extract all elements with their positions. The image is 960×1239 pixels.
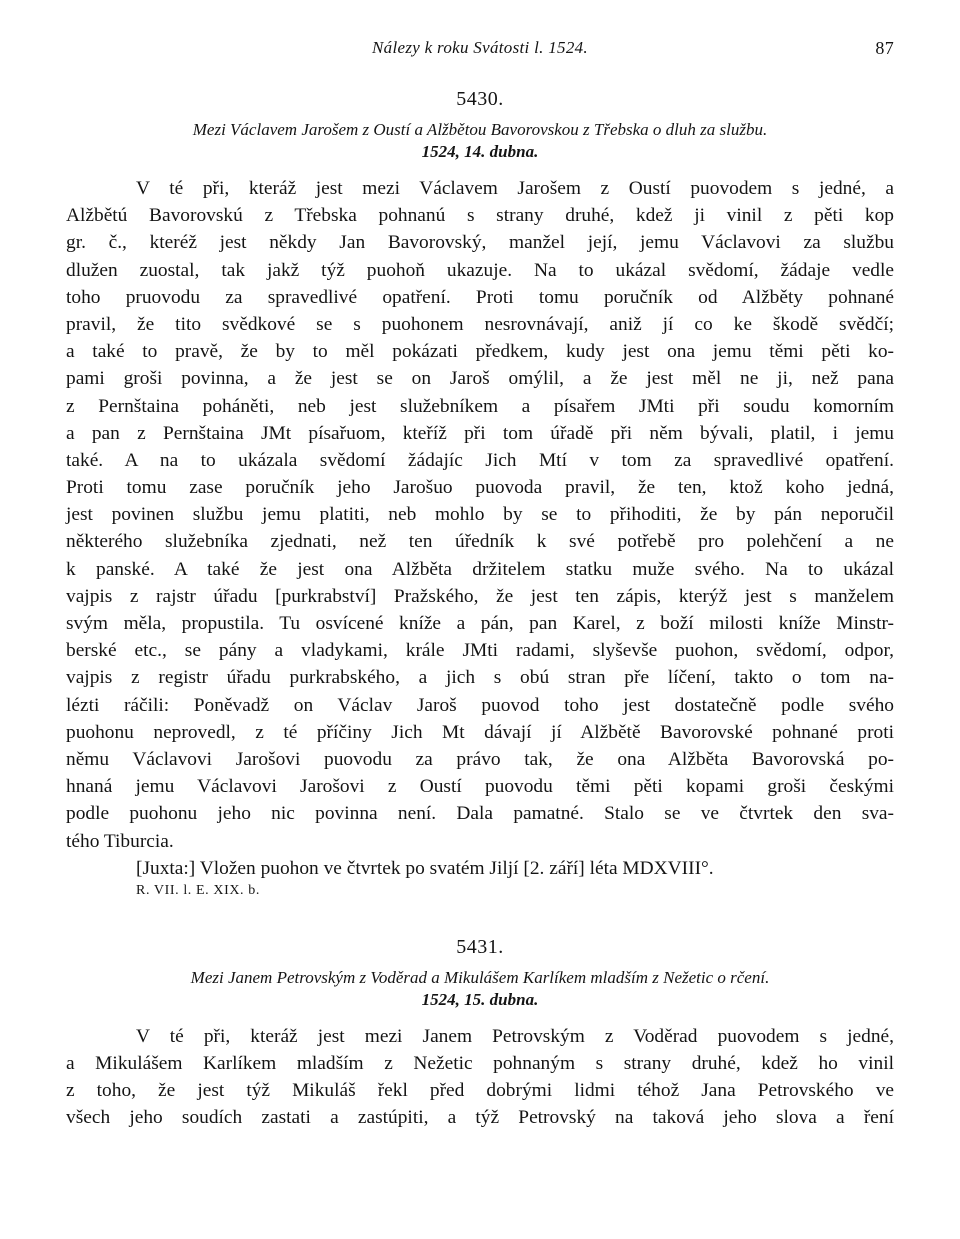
text-line: také. A na to ukázala svědomí žádajíc Jich Mtí v tom za spravedlivé opatření. [66, 449, 894, 471]
entry-body [66, 1023, 894, 1132]
text-line: a také to pravě, že by to měl pokázati předkem, kudy jest ona jemu těmi pěti ko- [66, 341, 894, 363]
text-line: vajpis z rajstr úřadu [purkrabství] Pražského, že jest ten zápis, kterýž jest s manželem [66, 585, 894, 607]
regest-title: Mezi Janem Petrovským z Voděrad a Mikulášem Karlíkem mladším z Nežetic o rčení. [190, 967, 770, 987]
entry-5430 [66, 87, 894, 900]
text-line: hnaná jemu Václavovi Jarošovi z Oustí puovodu těmi pěti kopami groši českými [66, 776, 894, 798]
text-line: berské etc., se pány a vladykami, krále JMti radami, slyševše puohon, svědomí, odpor, [66, 640, 894, 662]
text-line: jest povinen službu jemu platiti, neb mohlo by se to přihoditi, že by pán neporučil [66, 504, 894, 526]
text-line: a pan z Pernštaina JMt písařuom, kteříž při tom úřadě při něm bývali, platil, i jemu [66, 422, 894, 444]
regest [66, 967, 894, 1011]
entry-body [66, 175, 894, 855]
text-line: z toho, že jest týž Mikuláš řekl před dobrými lidmi téhož Jana Petrovského ve [66, 1080, 894, 1102]
text-line: pravil, že tito svědkové se s puohonem nesrovnávají, aniž jí co ke škodě svědčí; [66, 313, 894, 335]
text-line: vajpis z registr úřadu purkrabského, a jich s obú stran pře líčení, takto o tom na- [66, 667, 894, 689]
page-number: 87 [875, 38, 894, 58]
text-line: z Pernštaina poháněti, neb jest služebníkem a písařem JMti při soudu komorním [66, 395, 894, 417]
text-line: toho pruovodu za spravedlivé opatření. Proti tomu poručník od Alžběty pohnané [66, 286, 894, 308]
text-line: lézti ráčili: Poněvadž on Václav Jaroš puovod toho jest dostatečně podle svého [66, 694, 894, 716]
text-line: svým měla, propustila. Tu osvícené kníže a pán, pan Karel, z boží milosti kníže Minstr- [66, 613, 894, 634]
text-line: některého služebníka zjednati, než ten úředník k své potřebě pro polehčení a ne [66, 531, 894, 553]
regest-title: Mezi Václavem Jarošem z Oustí a Alžbětou Bavorovskou z Třebska o dluh za službu. [192, 120, 768, 139]
text-line: puohonu neprovedl, z té příčiny Jich Mt dávají jí Alžbětě Bavorovské pohnané proti [66, 721, 894, 743]
document-page [66, 38, 894, 1131]
text-line: všech jeho soudích zastati a zastúpiti, a týž Petrovský na taková jeho slova a ření [66, 1107, 894, 1129]
text-line: gr. č., kteréž jest někdy Jan Bavorovský, manžel její, jemu Václavovi za službu [66, 232, 894, 254]
regest-date: 1524, 15. dubna. [421, 989, 539, 1009]
regest [66, 119, 894, 163]
text-line: Alžbětú Bavorovskú z Třebska pohnanú s strany druhé, kdež ji vinil z pěti kop [66, 205, 894, 227]
document-number: 5430. [456, 88, 504, 110]
archival-note: [Juxta:] Vložen puohon ve čtvrtek po svatém Jiljí [2. září] léta MDXVIII°. [136, 857, 714, 879]
text-line: Proti tomu zase poručník jeho Jarošuo puovoda pravil, že ten, ktož koho jedná, [66, 477, 894, 499]
text-line: dlužen zuostal, tak jakž týž puohoň ukazuje. Na to ukázal svědomí, žádaje vedle [66, 259, 894, 281]
text-line: podle puohonu jeho nic povinna není. Dala pamatné. Stalo se ve čtvrtek den sva- [66, 803, 894, 825]
running-title: Nálezy k roku Svátosti l. 1524. [372, 38, 588, 57]
text-line: tého Tiburcia. [66, 830, 174, 852]
text-line: V té při, kteráž jest mezi Janem Petrovským z Voděrad puovodem s jedné, [136, 1025, 894, 1047]
text-line: pami groši povinna, a že jest se on Jaroš omýlil, a že jest měl ne ji, než pana [66, 368, 894, 390]
text-line: k panské. A také že jest ona Alžběta držitelem statku muže svého. Na to ukázal [66, 558, 894, 580]
document-number: 5431. [456, 935, 504, 958]
text-line: V té při, kteráž jest mezi Václavem Jarošem z Oustí puovodem s jedné, a [136, 178, 894, 199]
text-line: a Mikulášem Karlíkem mladším z Nežetic pohnaným s strany druhé, kdež ho vinil [66, 1052, 894, 1074]
running-header [66, 38, 894, 66]
regest-date: 1524, 14. dubna. [421, 142, 539, 161]
entry-5431 [66, 935, 894, 1132]
archival-signature: R. VII. l. E. XIX. b. [136, 882, 260, 898]
text-line: němu Václavovi Jarošovi puovodu za právo tak, že ona Alžběta Bavorovská po- [66, 748, 894, 770]
